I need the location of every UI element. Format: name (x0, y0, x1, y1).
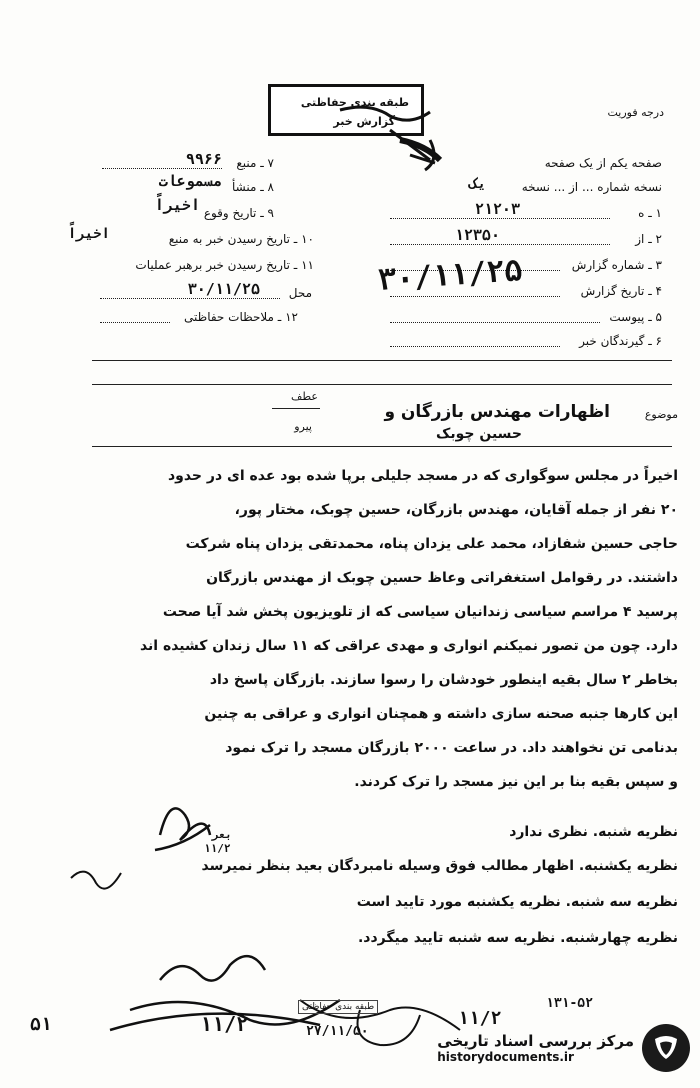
bottom-stamp: طبقه بندی حفاظتی (298, 1000, 378, 1014)
logo-icon (642, 1024, 690, 1072)
stamp-line1: طبقه بندی حفاظتی (300, 96, 409, 109)
field-received-leader-label: ۱۱ ـ تاریخ رسیدن خبر برهبر عملیات (135, 258, 314, 272)
field-origin-value: مسموعات (158, 172, 222, 190)
field-report-no-label: ۳ ـ شماره گزارش (571, 258, 662, 272)
field-from-label: ۲ ـ از (635, 232, 662, 246)
field-occurrence-label: ۹ ـ تاریخ وقوع (203, 206, 274, 220)
body-line: و سپس بقیه بنا بر این نیز مسجد را ترک کردند. (354, 774, 678, 790)
note-initial: بعر (212, 828, 232, 841)
body-line: اخیراً در مجلس سوگواری که در مسجد جلیلی برپا شده بود عده ای در حدود (167, 468, 678, 484)
subject-label: موضوع (644, 408, 678, 421)
handwritten-date: ۳۰/۱۱/۲۵ (376, 253, 524, 298)
field-recipients-label: ۶ ـ گیرندگان خبر (579, 334, 662, 348)
watermark-logo (422, 1016, 690, 1080)
subject-line2: حسین چوبک (436, 426, 522, 442)
body-line: بخاطر ۲ سال بقیه اینطور خودشان را رسوا سازند. بازرگان پاسخ داد (209, 672, 678, 688)
body-line: این کارها جنبه صحنه سازی داشته و همچنان انواری و عراقی به چنین (204, 706, 678, 722)
body-line: بدنامی تن نخواهند داد. در ساعت ۲۰۰۰ بازرگان مسجد را ترک نمود (225, 740, 678, 756)
field-attachment-label: ۵ ـ پیوست (609, 310, 662, 324)
field-copy-value: یک (469, 176, 486, 192)
field-origin-label: ۸ ـ منشأ (231, 180, 274, 194)
body-line: داشتند. در رقوامل استغفراتی وعاظ حسین چوبک از مهندس بازرگان (206, 570, 678, 586)
logo-title: مرکز بررسی اسناد تاریخی (437, 1032, 634, 1050)
field-h-label: ۱ ـ ه (638, 206, 662, 220)
urgency-label: درجه فوریت (607, 106, 664, 119)
bottom-date-3: ۲۷/۱۱/۵۰ (306, 1024, 369, 1039)
left-margin-number: ۵۱ (30, 1014, 52, 1035)
field-source-label: ۷ ـ منبع (236, 156, 274, 170)
opinion-tuesday: نظریه سه شنبه. نظریه یکشنبه مورد تایید است (356, 894, 678, 910)
field-occurrence-value: اخیراً (154, 196, 200, 214)
logo-url: historydocuments.ir (437, 1050, 574, 1064)
opinion-saturday: نظریه شنبه. نظری ندارد (509, 824, 678, 840)
field-security-notes-label: ۱۲ ـ ملاحظات حفاظتی (184, 310, 298, 324)
body-line: ۲۰ نفر از جمله آقایان، مهندس بازرگان، حسین چوبک، مختار پور، (234, 502, 678, 518)
divider-subject (92, 446, 672, 447)
field-place-label: محل (288, 286, 312, 300)
atf-label: عطف (291, 390, 318, 403)
field-place-value: ۳۰/۱۱/۲۵ (187, 280, 260, 298)
peyro-label: پیرو (294, 420, 312, 433)
bottom-date-1: ۱۱/۲ (200, 1012, 249, 1036)
field-copy-label: نسخه شماره ... از ... نسخه (521, 180, 662, 194)
field-report-date-label: ۴ ـ تاریخ گزارش (580, 284, 662, 298)
bottom-ref: ۱۳۱-۵۲ (546, 996, 593, 1011)
divider-top (92, 360, 672, 361)
body-line: دارد. چون من تصور نمیکنم انواری و مهدی عراقی که ۱۱ سال زندان کشیده اند (139, 638, 678, 654)
opinion-sunday: نظریه یکشنبه. اظهار مطالب فوق وسیله نامبردگان بعید بنظر نمیرسد (201, 858, 678, 874)
body-line: پرسید ۴ مراسم سیاسی زندانیان سیاسی که از تلویزیون پخش شد آیا صحت (162, 604, 678, 620)
opinion-wednesday: نظریه چهارشنبه. نظریه سه شنبه تایید میگردد. (357, 930, 678, 946)
divider-mid (92, 384, 672, 385)
body-line: حاجی حسین شفازاد، محمد علی یزدان پناه، محمدتقی یزدان پناه شرکت (185, 536, 678, 552)
stamp-scribble (330, 100, 470, 180)
bottom-date-2: ۱۱/۲ (458, 1008, 502, 1029)
field-page-label: صفحه یکم از یک صفحه (544, 156, 662, 170)
subject-line1: اظهارات مهندس بازرگان و (384, 402, 610, 422)
field-received-source-value: اخیراً (67, 226, 110, 242)
margin-scribble (66, 858, 126, 898)
field-from-value: ۱۲۳۵۰ (454, 226, 500, 244)
field-source-value: ۹۹۶۶ (185, 150, 222, 168)
field-h-value: ۲۱۲۰۳ (474, 200, 520, 218)
note-date: ۱۱/۲ (204, 842, 231, 855)
stamp-line2: گزارش خبر (333, 115, 395, 128)
field-received-source-label: ۱۰ ـ تاریخ رسیدن خبر به منبع (168, 232, 314, 246)
